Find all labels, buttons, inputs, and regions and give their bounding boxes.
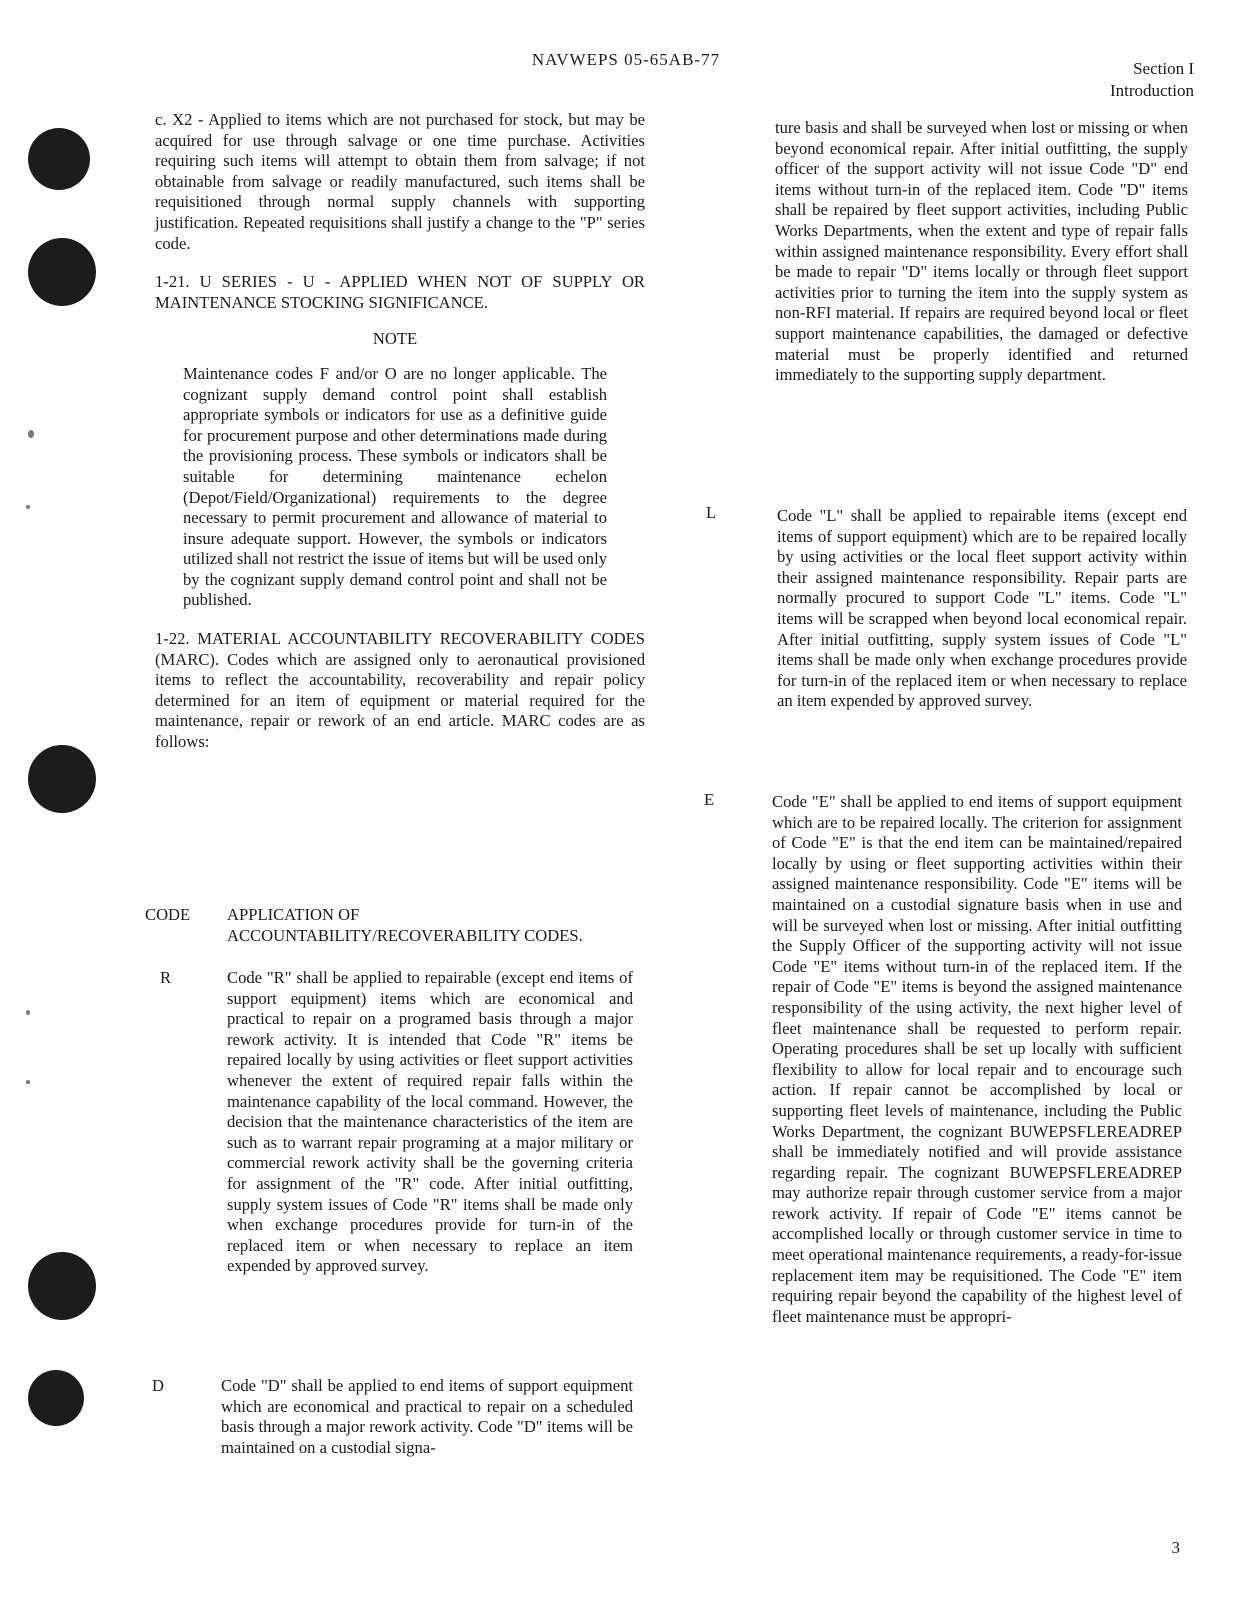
scan-speck bbox=[26, 1010, 30, 1015]
x2-paragraph: c. X2 - Applied to items which are not purchased for stock, but may be acquired for use through salvage or one time purchase. Activities requiring such items will attempt to obtain them from salvage; if not obtainable from salvage or readily manufactured, such items shall be requisitioned through normal supply channels with supporting justification. Repeated requisitions shall justify a change to the "P" series code. bbox=[155, 110, 645, 253]
paragraph-1-22: 1-22. MATERIAL ACCOUNTABILITY RECOVERABILITY CODES (MARC). Codes which are assigned only to aeronautical provisioned items to reflect the accountability, recoverability and repair policy determined for an item of equipment or material required for the maintenance, repair or rework of an end article. MARC codes are as follows: bbox=[155, 629, 645, 752]
scan-speck bbox=[28, 430, 34, 438]
code-column-label: CODE bbox=[145, 905, 191, 924]
code-d-letter: D bbox=[152, 1376, 164, 1395]
punch-hole bbox=[28, 238, 96, 306]
code-d-continued: ture basis and shall be surveyed when lost or missing or when beyond economical repair. After initial outfitting, the supply officer of the support activity will not issue Code "D" end items without turn-in of the replaced item. Code "D" items shall be repaired by fleet support activities, including Public Works Departments, when the extent and type of repair falls within assigned maintenance responsibility. Every effort shall be made to repair "D" items locally or through fleet support activities prior to turning the item into the supply system as non-RFI material. If repairs are required beyond local or fleet support maintenance capabilities, the damaged or defective material must be properly identified and returned immediately to the supporting supply department. bbox=[775, 118, 1188, 385]
section-title: Introduction bbox=[1109, 81, 1194, 100]
note-title: NOTE bbox=[372, 329, 418, 349]
section-header bbox=[1110, 58, 1194, 102]
section-label: Section I bbox=[1133, 59, 1194, 78]
document-number: NAVWEPS 05-65AB-77 bbox=[531, 50, 721, 69]
note-text: Maintenance codes F and/or O are no longer applicable. The cognizant supply demand control point shall establish appropriate symbols or indicators for use as a definitive guide for procurement purpose and other determinations made during the provisioning process. These symbols or indicators shall be suitable for determining maintenance echelon (Depot/Field/Organizational) requirements to the degree necessary to permit procurement and allowance of material to insure adequate support. However, the symbols or indicators utilized shall not restrict the issue of items but will be used only by the cognizant supply demand control point and shall not be published. bbox=[183, 363, 607, 610]
punch-hole bbox=[28, 745, 96, 813]
punch-hole bbox=[28, 1252, 96, 1320]
code-e-letter: E bbox=[704, 790, 715, 809]
page-number: 3 bbox=[1171, 1538, 1180, 1557]
code-r-letter: R bbox=[160, 968, 172, 987]
punch-hole bbox=[28, 128, 90, 190]
note-box bbox=[155, 329, 645, 611]
code-l-letter: L bbox=[706, 503, 717, 522]
code-e-text: Code "E" shall be applied to end items of support equipment which are to be repaired locally. The criterion for assignment of Code "E" is that the end item can be maintained/repaired locally by using or fleet supporting activities within their assigned maintenance responsibility. Code "E" items will be maintained on a custodial signature basis when in use and will be surveyed when lost or missing. After initial outfitting the Supply Officer of the supporting activity will not issue Code "E" items without turn-in of the replaced item. If the repair of Code "E" items is beyond the assigned maintenance responsibility of the using activity, the next higher level of fleet maintenance shall be requested to perform repair. Operating procedures shall be set up locally with sufficient flexibility to allow for local repair and to encourage such action. If repair cannot be accomplished by local or supporting fleet levels of maintenance, including the Public Works Department, the cognizant BUWEPSFLEREADREP shall be immediately notified and will provide assistance regarding repair. The cognizant BUWEPSFLEREADREP may authorize repair through customer service from a major rework activity. If repair of Code "E" items cannot be accomplished locally or through customer service in time to meet operational maintenance requirements, a ready-for-issue replacement item may be requisitioned. The Code "E" item requiring repair beyond the capability of the highest level of fleet maintenance must be appropri- bbox=[772, 792, 1182, 1326]
punch-hole bbox=[28, 1370, 84, 1426]
code-heading: APPLICATION OF ACCOUNTABILITY/RECOVERABILITY CODES. bbox=[227, 905, 583, 945]
code-l-text: Code "L" shall be applied to repairable items (except end items of support equipment) which are to be repaired locally by using activities or the local fleet support activity within their assigned maintenance responsibility. Repair parts are normally procured to support Code "L" items. Code "L" items will be scrapped when beyond local economical repair. After initial outfitting, supply system issues of Code "L" items shall be made only when exchange procedures provide for turn-in of the replaced item or when necessary to replace an item expended by approved survey. bbox=[777, 506, 1187, 711]
left-column bbox=[155, 110, 645, 753]
code-r-text: Code "R" shall be applied to repairable (except end items of support equipment) items which are economical and practical to repair on a programed basis through a major rework activity. It is intended that Code "R" items be repaired locally by using activities or fleet support activities whenever the extent of required repair falls within the maintenance capability of the local command. However, the decision that the maintenance characteristics of the item are such as to warrant repair programing at a major military or commercial rework activity shall be the governing criteria for assignment of the "R" code. After initial outfitting, supply system issues of Code "R" items shall be made only when exchange procedures provide for turn-in of the replaced item or when necessary to replace an item expended by approved survey. bbox=[227, 968, 633, 1276]
scan-speck bbox=[26, 505, 30, 509]
code-d-text: Code "D" shall be applied to end items of support equipment which are economical and practical to repair on a scheduled basis through a major rework activity. Code "D" items will be maintained on a custodial signa- bbox=[221, 1376, 633, 1457]
heading-1-21: 1-21. U SERIES - U - APPLIED WHEN NOT OF SUPPLY OR MAINTENANCE STOCKING SIGNIFICANCE. bbox=[155, 272, 645, 312]
scan-speck bbox=[26, 1080, 30, 1084]
